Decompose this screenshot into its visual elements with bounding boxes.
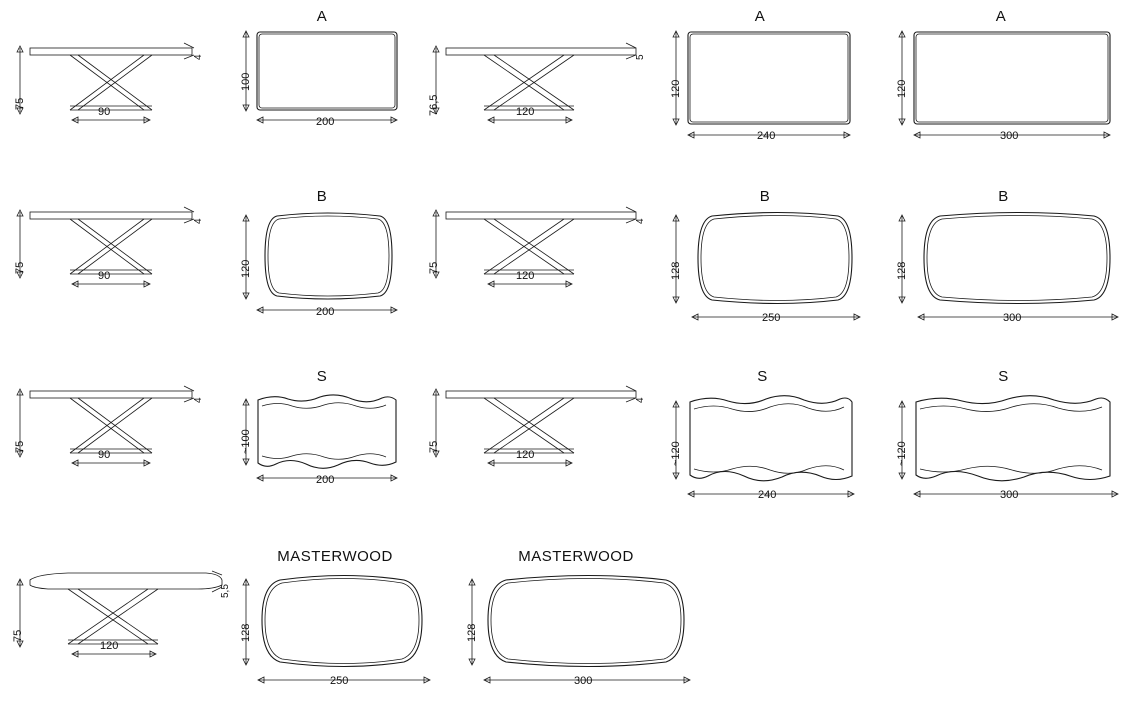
dim-width: 300 — [1000, 489, 1019, 501]
dim-depth: 120 — [670, 79, 682, 98]
dim-width: 300 — [1003, 312, 1022, 324]
side-elevation-120-75-mw — [8, 556, 238, 676]
dim-depth: 128 — [896, 261, 908, 280]
plan-title: A — [316, 8, 328, 25]
dim-height: 76,5 — [428, 94, 440, 116]
plan-drawing — [662, 186, 872, 331]
dim-height: 75 — [14, 440, 26, 453]
dim-height: 75 — [428, 261, 440, 274]
plan-drawing — [232, 186, 412, 326]
side-elevation-120-75-b — [424, 375, 644, 495]
dim-depth: 128 — [670, 261, 682, 280]
side-elevation-drawing — [424, 196, 644, 316]
plan-title: S — [998, 368, 1009, 385]
dim-width: 200 — [316, 306, 335, 318]
side-elevation-drawing — [8, 375, 218, 495]
dim-depth: 100 — [240, 72, 252, 91]
side-elevation-90-75 — [8, 14, 218, 134]
side-elevation-90-75-c — [8, 375, 218, 495]
dim-depth: ~100 — [240, 429, 252, 454]
dim-width: 200 — [316, 474, 335, 486]
plan-title: MASTERWOOD — [277, 548, 393, 565]
plan-b-300x128 — [888, 186, 1123, 331]
dim-width: 250 — [762, 312, 781, 324]
dim-depth: ~120 — [896, 441, 908, 466]
plan-title: B — [316, 188, 328, 205]
dim-height: 75 — [14, 97, 26, 110]
plan-title: MASTERWOOD — [518, 548, 634, 565]
plan-s-200x100 — [232, 366, 412, 501]
plan-title: A — [995, 8, 1007, 25]
plan-masterwood-250x128 — [232, 546, 442, 696]
plan-title: S — [757, 368, 768, 385]
dim-thickness: 4 — [193, 54, 204, 60]
plan-a-300x120 — [888, 6, 1118, 146]
dim-width: 90 — [98, 106, 111, 118]
dim-thickness: 4 — [193, 397, 204, 403]
dim-width: 120 — [516, 106, 535, 118]
dim-thickness: 4 — [193, 218, 204, 224]
dim-depth: 128 — [240, 623, 252, 642]
dim-width: 120 — [516, 449, 535, 461]
dim-width: 120 — [100, 640, 119, 652]
side-elevation-drawing — [424, 375, 644, 495]
plan-s-240x120 — [662, 366, 867, 511]
dim-width: 200 — [316, 116, 335, 128]
side-elevation-drawing — [8, 14, 218, 134]
side-elevation-90-75-b — [8, 196, 218, 316]
dim-height: 75 — [428, 440, 440, 453]
dim-thickness: 5,5 — [220, 584, 231, 598]
dim-depth: 120 — [240, 259, 252, 278]
plan-drawing — [232, 546, 442, 696]
plan-drawing — [458, 546, 698, 696]
dim-height: 75 — [12, 629, 24, 642]
side-elevation-120-765 — [424, 14, 644, 134]
plan-s-300x120 — [888, 366, 1123, 511]
plan-title: B — [759, 188, 771, 205]
plan-b-200x120 — [232, 186, 412, 326]
side-elevation-120-75 — [424, 196, 644, 316]
plan-masterwood-300x128 — [458, 546, 698, 696]
dim-width: 300 — [1000, 130, 1019, 142]
dim-depth: 128 — [466, 623, 478, 642]
plan-drawing — [888, 6, 1118, 146]
dim-width: 240 — [758, 489, 777, 501]
dim-thickness: 4 — [635, 397, 646, 403]
plan-title: S — [316, 368, 328, 385]
dim-depth: 120 — [896, 79, 908, 98]
plan-a-200x100 — [232, 6, 412, 136]
dim-thickness: 4 — [635, 218, 646, 224]
dim-thickness: 5 — [635, 54, 646, 60]
dim-width: 300 — [574, 675, 593, 687]
dim-height: 75 — [14, 261, 26, 274]
side-elevation-drawing — [8, 556, 238, 676]
plan-title: B — [998, 188, 1009, 205]
plan-b-250x128 — [662, 186, 872, 331]
plan-drawing — [662, 6, 862, 146]
side-elevation-drawing — [8, 196, 218, 316]
dim-width: 90 — [98, 449, 111, 461]
plan-a-240x120 — [662, 6, 862, 146]
dim-width: 250 — [330, 675, 349, 687]
plan-drawing — [888, 186, 1123, 331]
dim-width: 90 — [98, 270, 111, 282]
plan-title: A — [754, 8, 766, 25]
dim-depth: ~120 — [670, 441, 682, 466]
dim-width: 120 — [516, 270, 535, 282]
dim-width: 240 — [757, 130, 776, 142]
